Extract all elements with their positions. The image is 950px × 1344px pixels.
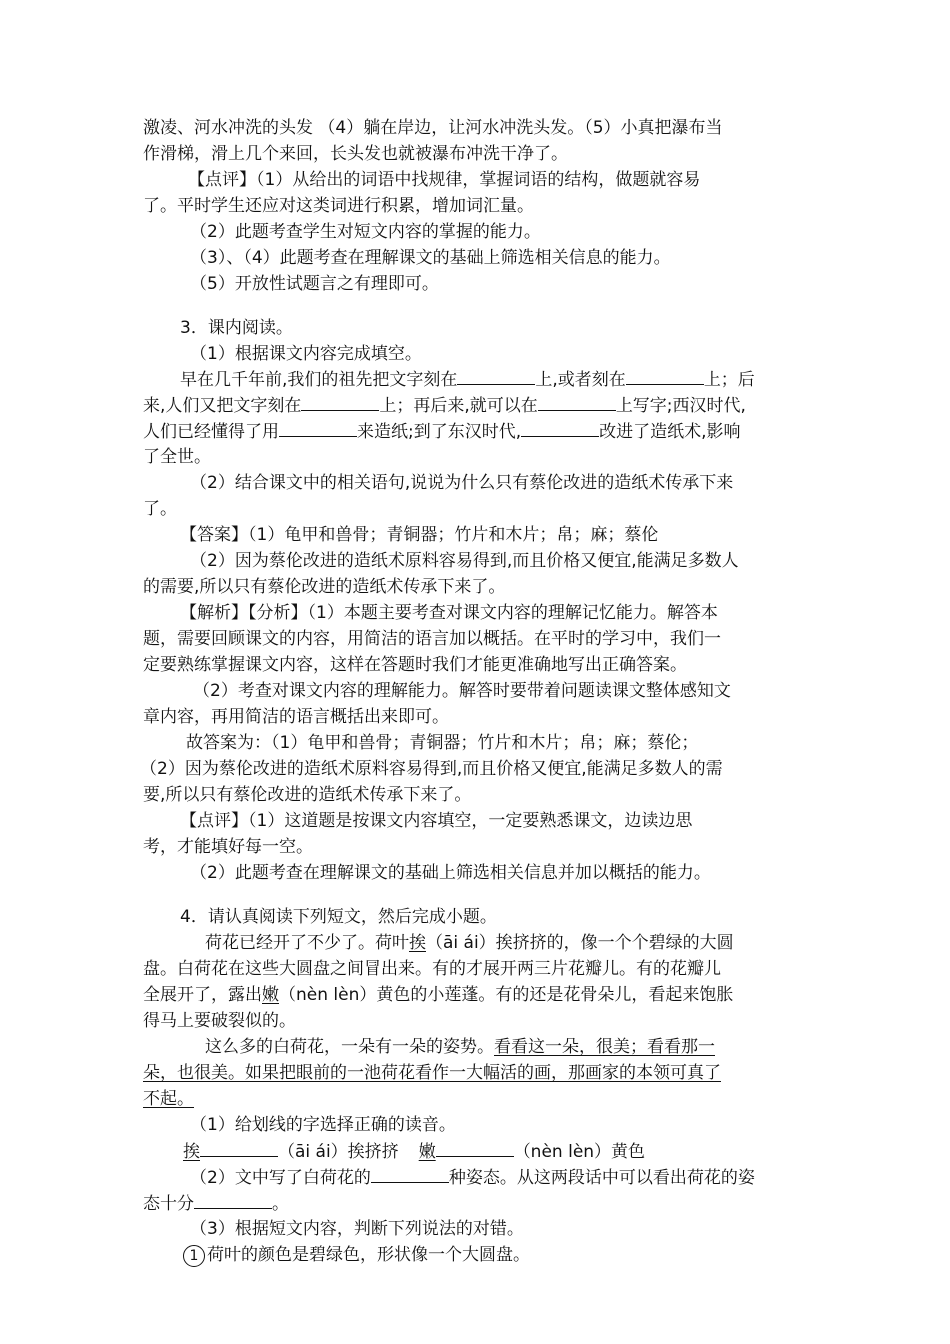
answer-blank[interactable] xyxy=(436,1138,514,1157)
answer-blank[interactable] xyxy=(371,1164,449,1183)
analysis-heading: 【解析】【分析】（1）本题主要考查对课文内容的理解记忆能力。解答本 xyxy=(180,603,718,623)
passage-text: 这么多的白荷花，一朵有一朵的姿势。 xyxy=(205,1037,494,1057)
question-text: 态十分 xyxy=(143,1194,194,1214)
text-line: 作滑梯，滑上几个来回，长头发也就被瀑布冲洗干净了。 xyxy=(143,144,568,164)
passage-line xyxy=(205,1034,870,1060)
answer-blank[interactable] xyxy=(457,366,535,385)
circled-number: 1 xyxy=(183,1245,205,1267)
question-text: 种姿态。从这两段话中可以看出荷花的姿 xyxy=(448,1168,755,1188)
sub-question-3: （3）根据短文内容，判断下列说法的对错。 xyxy=(190,1219,524,1239)
passage-line xyxy=(205,930,870,956)
underlined-sentence: 看看这一朵，很美；看看那一 xyxy=(494,1037,715,1057)
fill-text: 上；后 xyxy=(703,370,755,390)
passage-text: 荷花已经开了不少了。荷叶 xyxy=(205,933,409,953)
sub-question-1-answers xyxy=(183,1138,848,1165)
text-line: 章内容，再用简洁的语言概括出来即可。 xyxy=(143,707,449,727)
passage-line xyxy=(143,982,808,1008)
passage-text: 全展开了，露出 xyxy=(143,985,262,1005)
question-4-title: 4．请认真阅读下列短文，然后完成小题。 xyxy=(180,907,497,927)
text-line: （3）、（4）此题考查在理解课文的基础上筛选相关信息的能力。 xyxy=(190,248,671,268)
passage-line: 得马上要破裂似的。 xyxy=(143,1011,296,1031)
fill-text: 改进了造纸术,影响 xyxy=(599,422,741,442)
underlined-char: 嫩 xyxy=(418,1142,436,1162)
option-text: （āi ái）挨挤挤 xyxy=(278,1142,399,1162)
option-text: （nèn lèn）黄色 xyxy=(513,1142,646,1162)
fill-text: 来造纸;到了东汉时代, xyxy=(357,422,522,442)
underlined-char: 挨 xyxy=(183,1142,200,1162)
passage-text: （āi ái）挨挤挤的，像一个个碧绿的大圆 xyxy=(426,933,734,953)
fill-text: 早在几千年前,我们的祖先把文字刻在 xyxy=(180,370,458,390)
text-line: 的需要,所以只有蔡伦改进的造纸术传承下来了。 xyxy=(143,577,506,597)
text-line: 了。平时学生还应对这类词进行积累，增加词汇量。 xyxy=(143,196,534,216)
text-line: 要,所以只有蔡伦改进的造纸术传承下来了。 xyxy=(143,785,472,805)
answer-blank[interactable] xyxy=(538,392,616,411)
text-line: （2）因为蔡伦改进的造纸术原料容易得到,而且价格又便宜,能满足多数人 xyxy=(190,551,739,571)
fill-blank-line xyxy=(180,366,845,393)
text-line: 故答案为：（1）龟甲和兽骨；青铜器；竹片和木片；帛；麻；蔡伦； xyxy=(186,733,699,753)
sub-question-2 xyxy=(190,1164,855,1191)
text-line: 了。 xyxy=(143,499,177,519)
passage-text: （nèn lèn）黄色的小莲蓬。有的还是花骨朵儿，看起来饱胀 xyxy=(279,985,734,1005)
fill-text: 上写字;西汉时代, xyxy=(615,396,746,416)
answer-heading: 【答案】（1）龟甲和兽骨；青铜器；竹片和木片；帛；麻；蔡伦 xyxy=(180,525,659,545)
fill-text: 来,人们又把文字刻在 xyxy=(143,396,302,416)
question-3-title: 3．课内阅读。 xyxy=(180,318,293,338)
text-line: 激凌、河水冲洗的头发 （4）躺在岸边，让河水冲洗头发。（5）小真把瀑布当 xyxy=(143,118,723,138)
question-text: （2）文中写了白荷花的 xyxy=(190,1168,371,1188)
answer-blank[interactable] xyxy=(200,1138,278,1157)
answer-blank[interactable] xyxy=(279,418,357,437)
text-line: （2）考查对课文内容的理解能力。解答时要带着问题读课文整体感知文 xyxy=(193,681,731,701)
review-heading: 【点评】（1）这道题是按课文内容填空，一定要熟悉课文，边读边思 xyxy=(180,811,693,831)
passage-line-underlined: 朵，也很美。如果把眼前的一池荷花看作一大幅活的画，那画家的本领可真了 xyxy=(143,1063,721,1083)
passage-line-underlined: 不起。 xyxy=(143,1089,194,1109)
text-line: 了全世。 xyxy=(143,447,211,467)
text-line: （2）此题考查学生对短文内容的掌握的能力。 xyxy=(190,222,541,242)
text-line: （2）因为蔡伦改进的造纸术原料容易得到,而且价格又便宜,能满足多数人的需 xyxy=(140,759,723,779)
underlined-char: 挨 xyxy=(409,933,426,953)
fill-text: 上；再后来,就可以在 xyxy=(379,396,538,416)
text-line: 定要熟练掌握课文内容，这样在答题时我们才能更准确地写出正确答案。 xyxy=(143,655,687,675)
answer-blank[interactable] xyxy=(626,366,704,385)
question-3-part-1: （1）根据课文内容完成填空。 xyxy=(190,344,422,364)
text-line: （2）此题考查在理解课文的基础上筛选相关信息并加以概括的能力。 xyxy=(190,863,711,883)
underlined-char: 嫩 xyxy=(262,985,279,1005)
sub-question-2-cont xyxy=(143,1190,808,1217)
answer-blank[interactable] xyxy=(301,392,379,411)
fill-text: 人们已经懂得了用 xyxy=(143,422,279,442)
statement-text: 荷叶的颜色是碧绿色，形状像一个大圆盘。 xyxy=(207,1245,530,1265)
fill-blank-line xyxy=(143,392,808,419)
sub-question-1: （1）给划线的字选择正确的读音。 xyxy=(190,1115,456,1135)
answer-blank[interactable] xyxy=(194,1190,272,1209)
text-line: 题，需要回顾课文的内容，用简洁的语言加以概括。在平时的学习中，我们一 xyxy=(143,629,721,649)
fill-text: 上,或者刻在 xyxy=(535,370,626,390)
fill-blank-line xyxy=(143,418,808,445)
text-line: （5）开放性试题言之有理即可。 xyxy=(190,274,439,294)
text-line: 考，才能填好每一空。 xyxy=(143,837,313,857)
question-text: 。 xyxy=(272,1194,289,1214)
statement-1 xyxy=(183,1242,848,1268)
review-heading: 【点评】（1）从给出的词语中找规律，掌握词语的结构，做题就容易 xyxy=(188,170,701,190)
passage-line: 盘。白荷花在这些大圆盘之间冒出来。有的才展开两三片花瓣儿。有的花瓣儿 xyxy=(143,959,721,979)
answer-blank[interactable] xyxy=(521,418,599,437)
question-3-part-2: （2）结合课文中的相关语句,说说为什么只有蔡伦改进的造纸术传承下来 xyxy=(190,473,734,493)
